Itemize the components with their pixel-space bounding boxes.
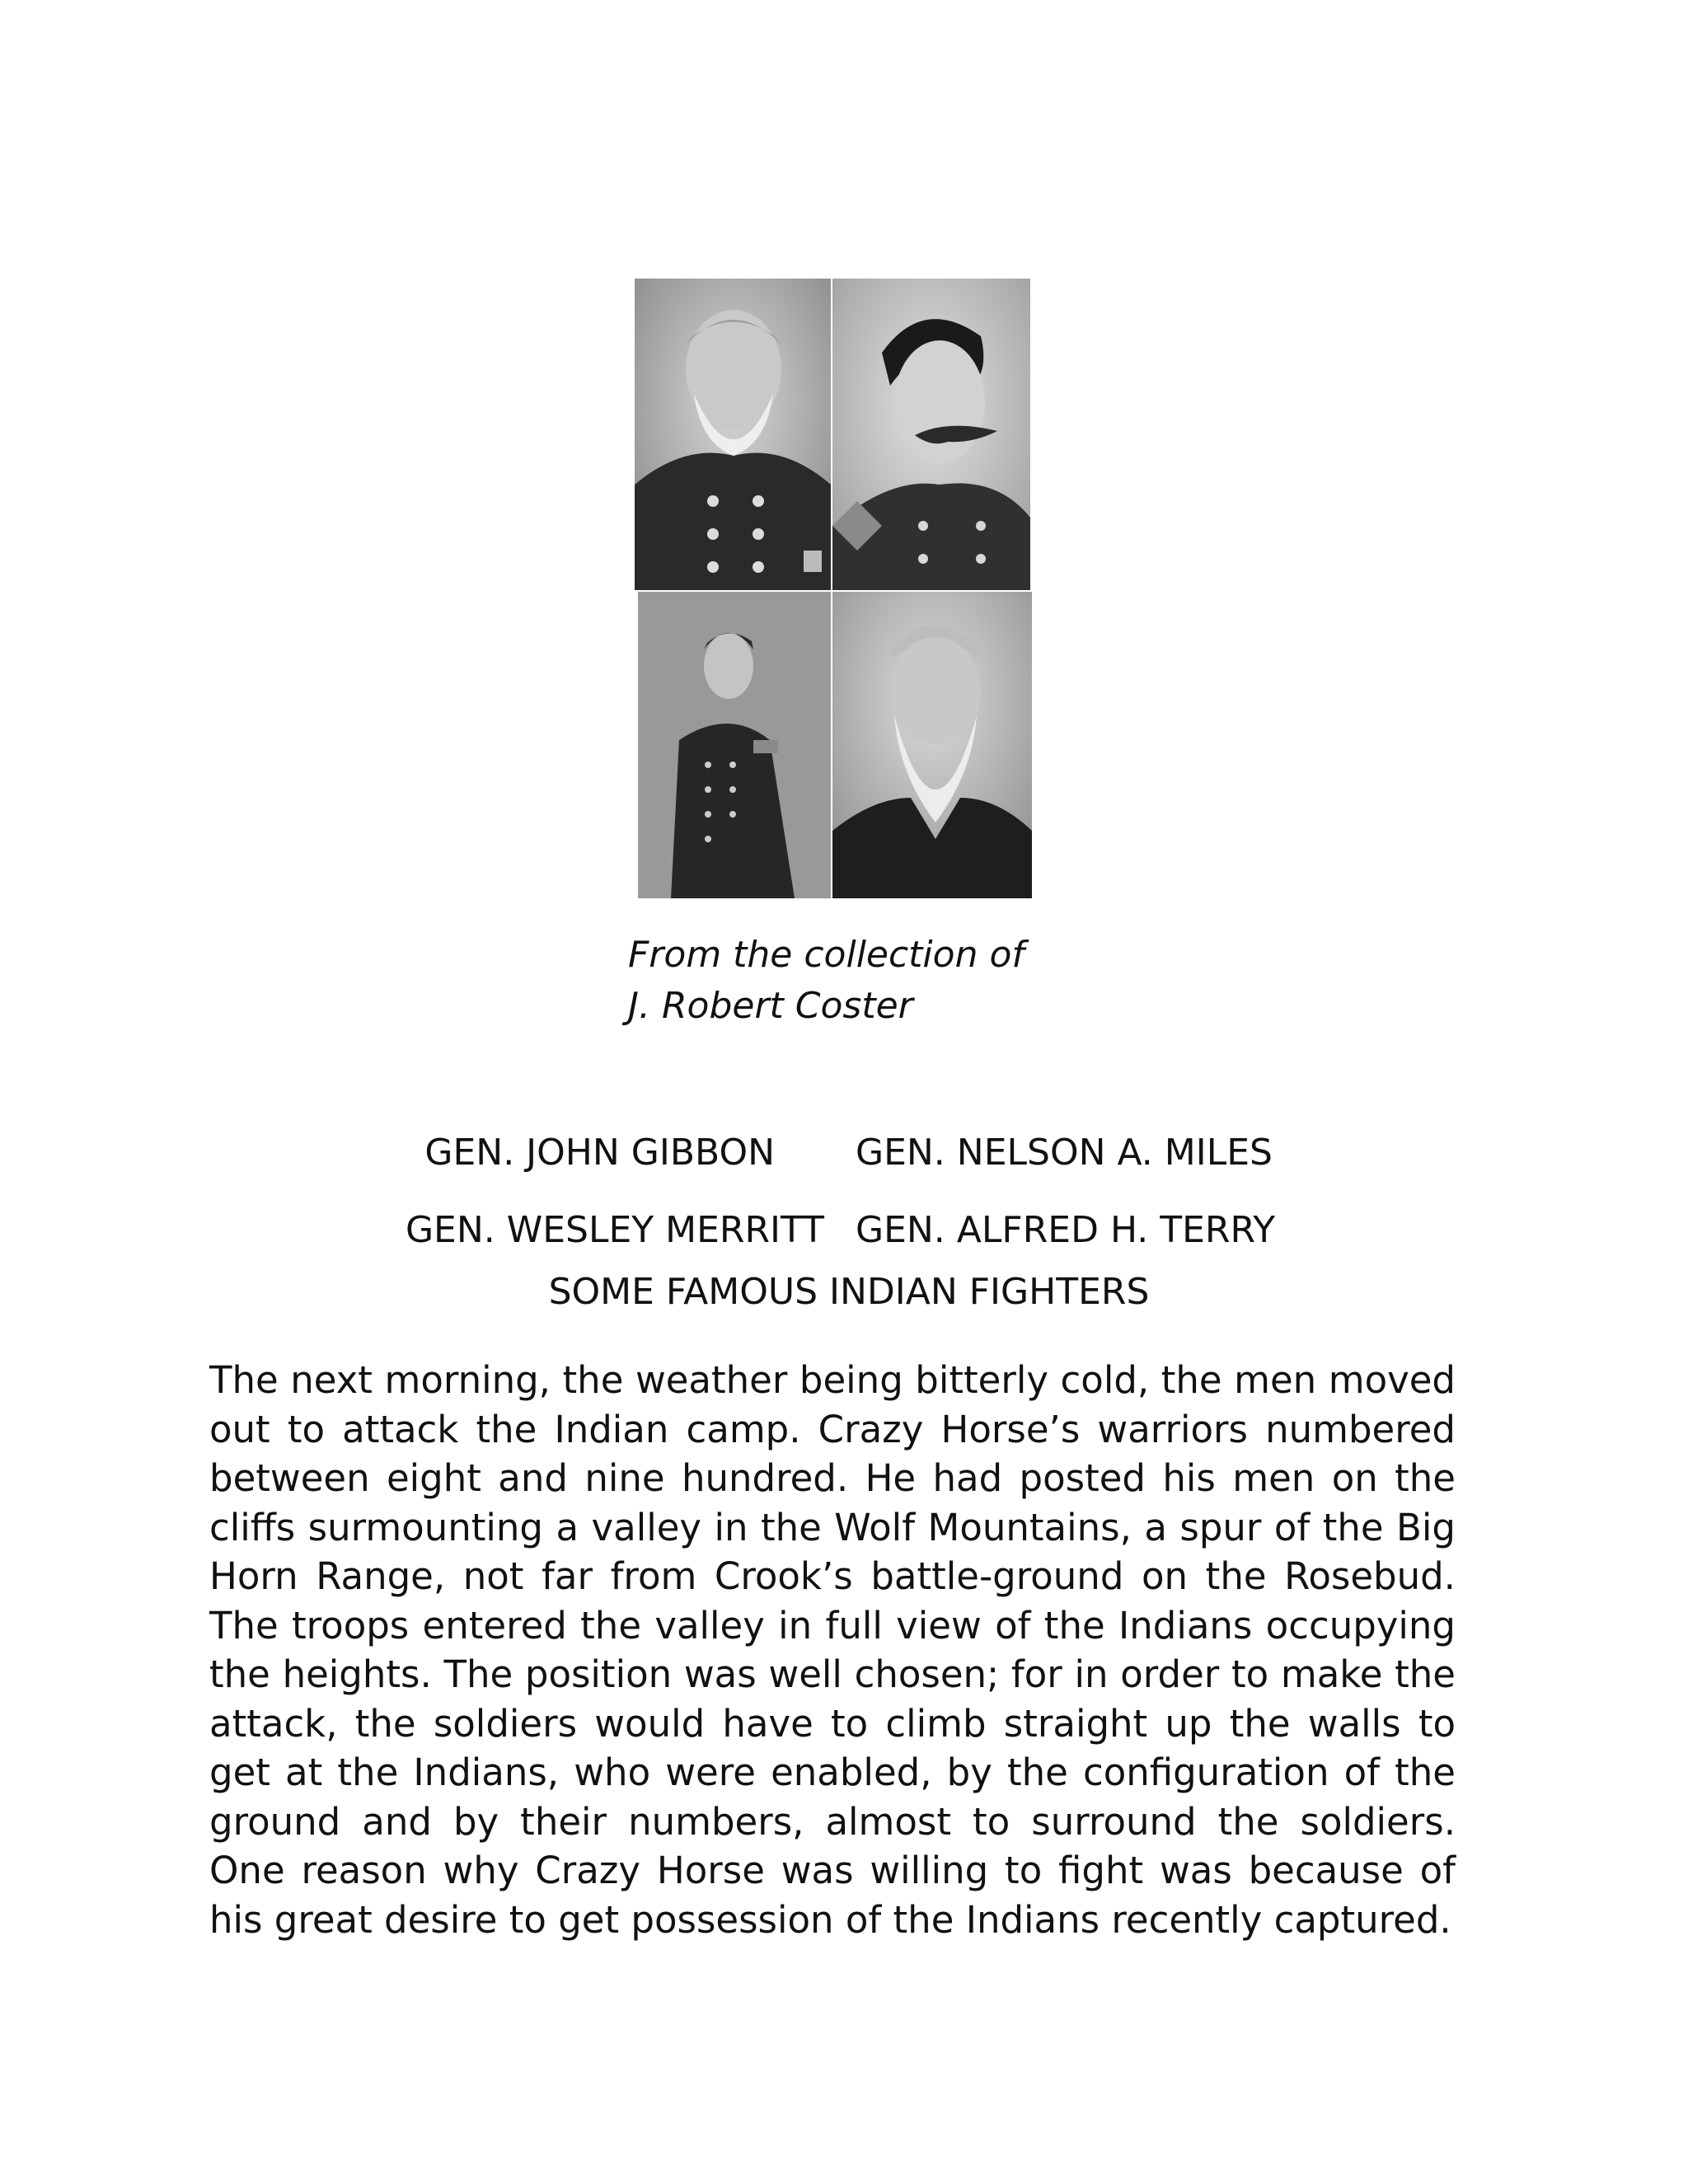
portrait-gibbon-photo bbox=[635, 279, 831, 590]
portrait-collage bbox=[635, 279, 1030, 898]
credit-line-2: J. Robert Coster bbox=[628, 985, 913, 1027]
portrait-terry-photo bbox=[832, 592, 1032, 898]
names-row-1 bbox=[0, 1114, 1688, 1192]
names-row-2 bbox=[0, 1192, 1688, 1269]
body-paragraph: The next morning, the weather being bitterly cold, the men moved out to attack the Indian camp. Crazy Horse’s warriors numbered between eight and nine hundred. He had posted his men on the cliffs surmounting a valley in the Wolf Mountains, a spur of the Big Horn Range, not far from Crook’s battle-ground on the Rosebud. The troops entered the valley in full view of the Indians occupying the heights. The position was well chosen; for in order to make the attack, the soldiers would have to climb straight up the walls to get at the Indians, who were enabled, by the configuration of the ground and by their numbers, almost to surround the soldiers. One reason why Crazy Horse was willing to fight was because of his great desire to get possession of the Indians recently captured. bbox=[209, 1358, 1456, 1942]
portrait-miles-photo bbox=[832, 279, 1030, 590]
credit-line-1: From the collection of bbox=[628, 934, 1025, 976]
name-terry: GEN. ALFRED H. TERRY bbox=[856, 1209, 1276, 1251]
section-heading: SOME FAMOUS INDIAN FIGHTERS bbox=[548, 1271, 1150, 1313]
photo-credit bbox=[628, 930, 1025, 1032]
name-gibbon: GEN. JOHN GIBBON bbox=[424, 1132, 775, 1174]
name-miles: GEN. NELSON A. MILES bbox=[856, 1132, 1273, 1174]
name-merritt: GEN. WESLEY MERRITT bbox=[405, 1209, 824, 1251]
portrait-names bbox=[0, 1114, 1688, 1269]
portrait-merritt-photo bbox=[638, 592, 831, 898]
